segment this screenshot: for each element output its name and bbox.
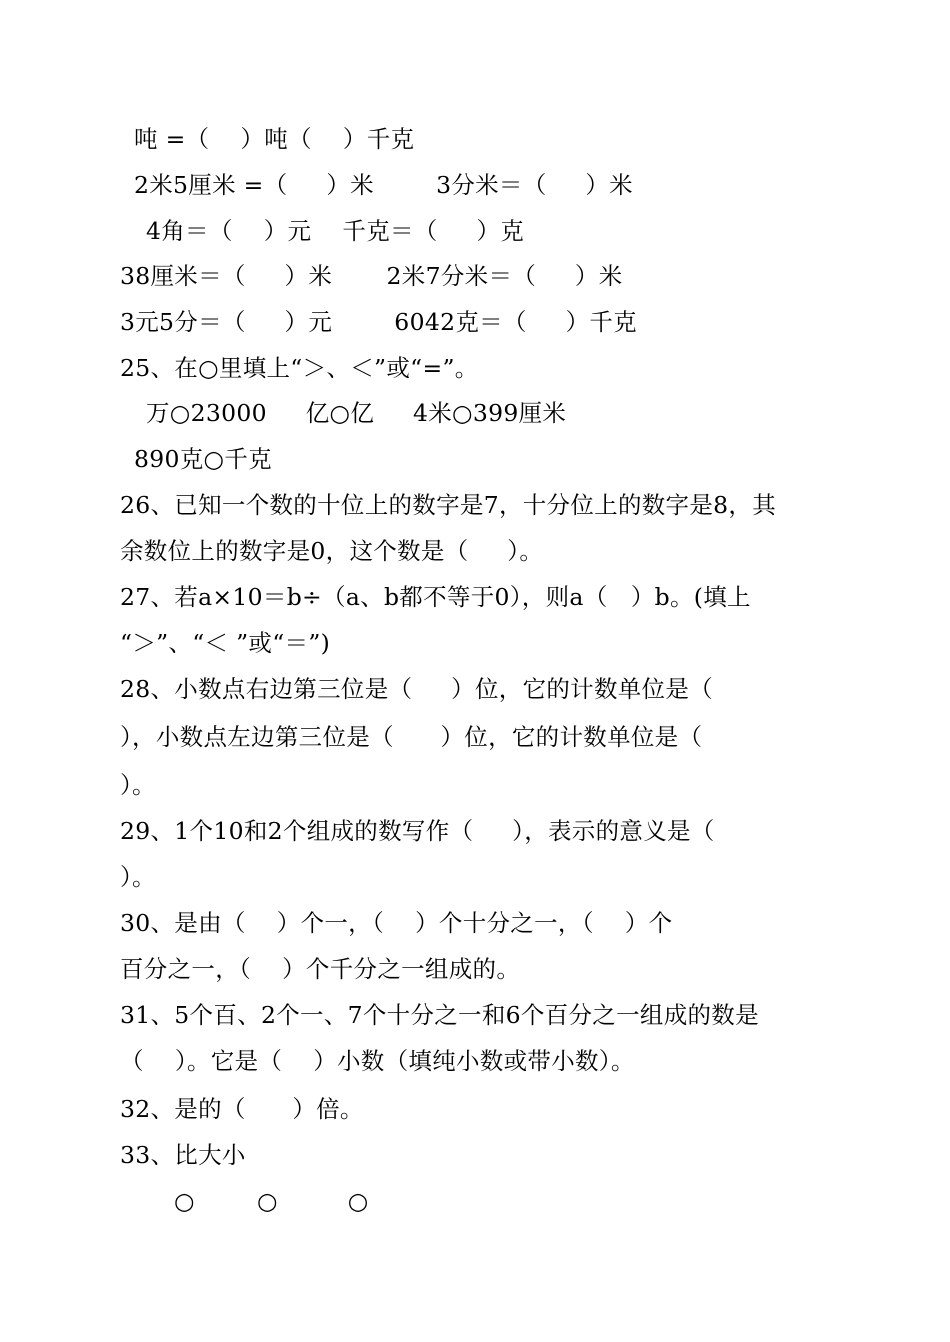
question-26-line1: 26、已知一个数的十位上的数字是7，十分位上的数字是8，其 bbox=[120, 491, 777, 519]
conversion-line-yuan-grams: 4角＝（ ）元 千克＝（ ）克 bbox=[146, 217, 525, 245]
question-29-line1: 29、1个10和2个组成的数写作（ ），表示的意义是（ bbox=[120, 817, 715, 845]
conversion-line-meters: 2米5厘米 =（ ）米 3分米＝（ ）米 bbox=[134, 171, 633, 199]
question-29-line2: ）。 bbox=[120, 863, 156, 891]
question-33-text: 33、比大小 bbox=[120, 1141, 246, 1169]
conversion-line-kg: 3元5分＝（ ）元 6042克＝（ ）千克 bbox=[120, 308, 637, 336]
question-32-text: 32、是的（ ）倍。 bbox=[120, 1095, 364, 1123]
question-31-line2: （ ）。它是（ ）小数（填纯小数或带小数）。 bbox=[120, 1047, 635, 1075]
conversion-line-tons: 吨 =（ ）吨（ ）千克 bbox=[134, 125, 415, 153]
question-28-line2: ），小数点左边第三位是（ ）位，它的计数单位是（ bbox=[120, 723, 703, 751]
question-31-line1: 31、5个百、2个一、7个十分之一和6个百分之一组成的数是 bbox=[120, 1001, 759, 1029]
question-28-line1: 28、小数点右边第三位是（ ）位，它的计数单位是（ bbox=[120, 675, 713, 703]
question-30-line2: 百分之一，（ ）个千分之一组成的。 bbox=[120, 955, 521, 983]
compare-circles-row: ○ ○ ○ bbox=[174, 1187, 369, 1215]
question-25-text: 25、在○里填上“＞、＜”或“=”。 bbox=[120, 354, 479, 382]
conversion-line-cm: 38厘米＝（ ）米 2米7分米＝（ ）米 bbox=[120, 262, 623, 290]
question-27-line1: 27、若a×10＝b÷（a、b都不等于0），则a（ ）b。(填上 bbox=[120, 583, 751, 611]
question-30-line1: 30、是由（ ）个一，（ ）个十分之一，（ ）个 bbox=[120, 909, 673, 937]
question-25-items-row2: 890克○千克 bbox=[134, 445, 272, 473]
question-25-items-row1: 万○23000 亿○亿 4米○399厘米 bbox=[146, 399, 567, 427]
question-27-line2: “＞”、“＜ ”或“＝”) bbox=[120, 629, 331, 657]
question-26-line2: 余数位上的数字是0，这个数是（ ）。 bbox=[120, 537, 544, 565]
question-28-line3: ）。 bbox=[120, 771, 156, 799]
